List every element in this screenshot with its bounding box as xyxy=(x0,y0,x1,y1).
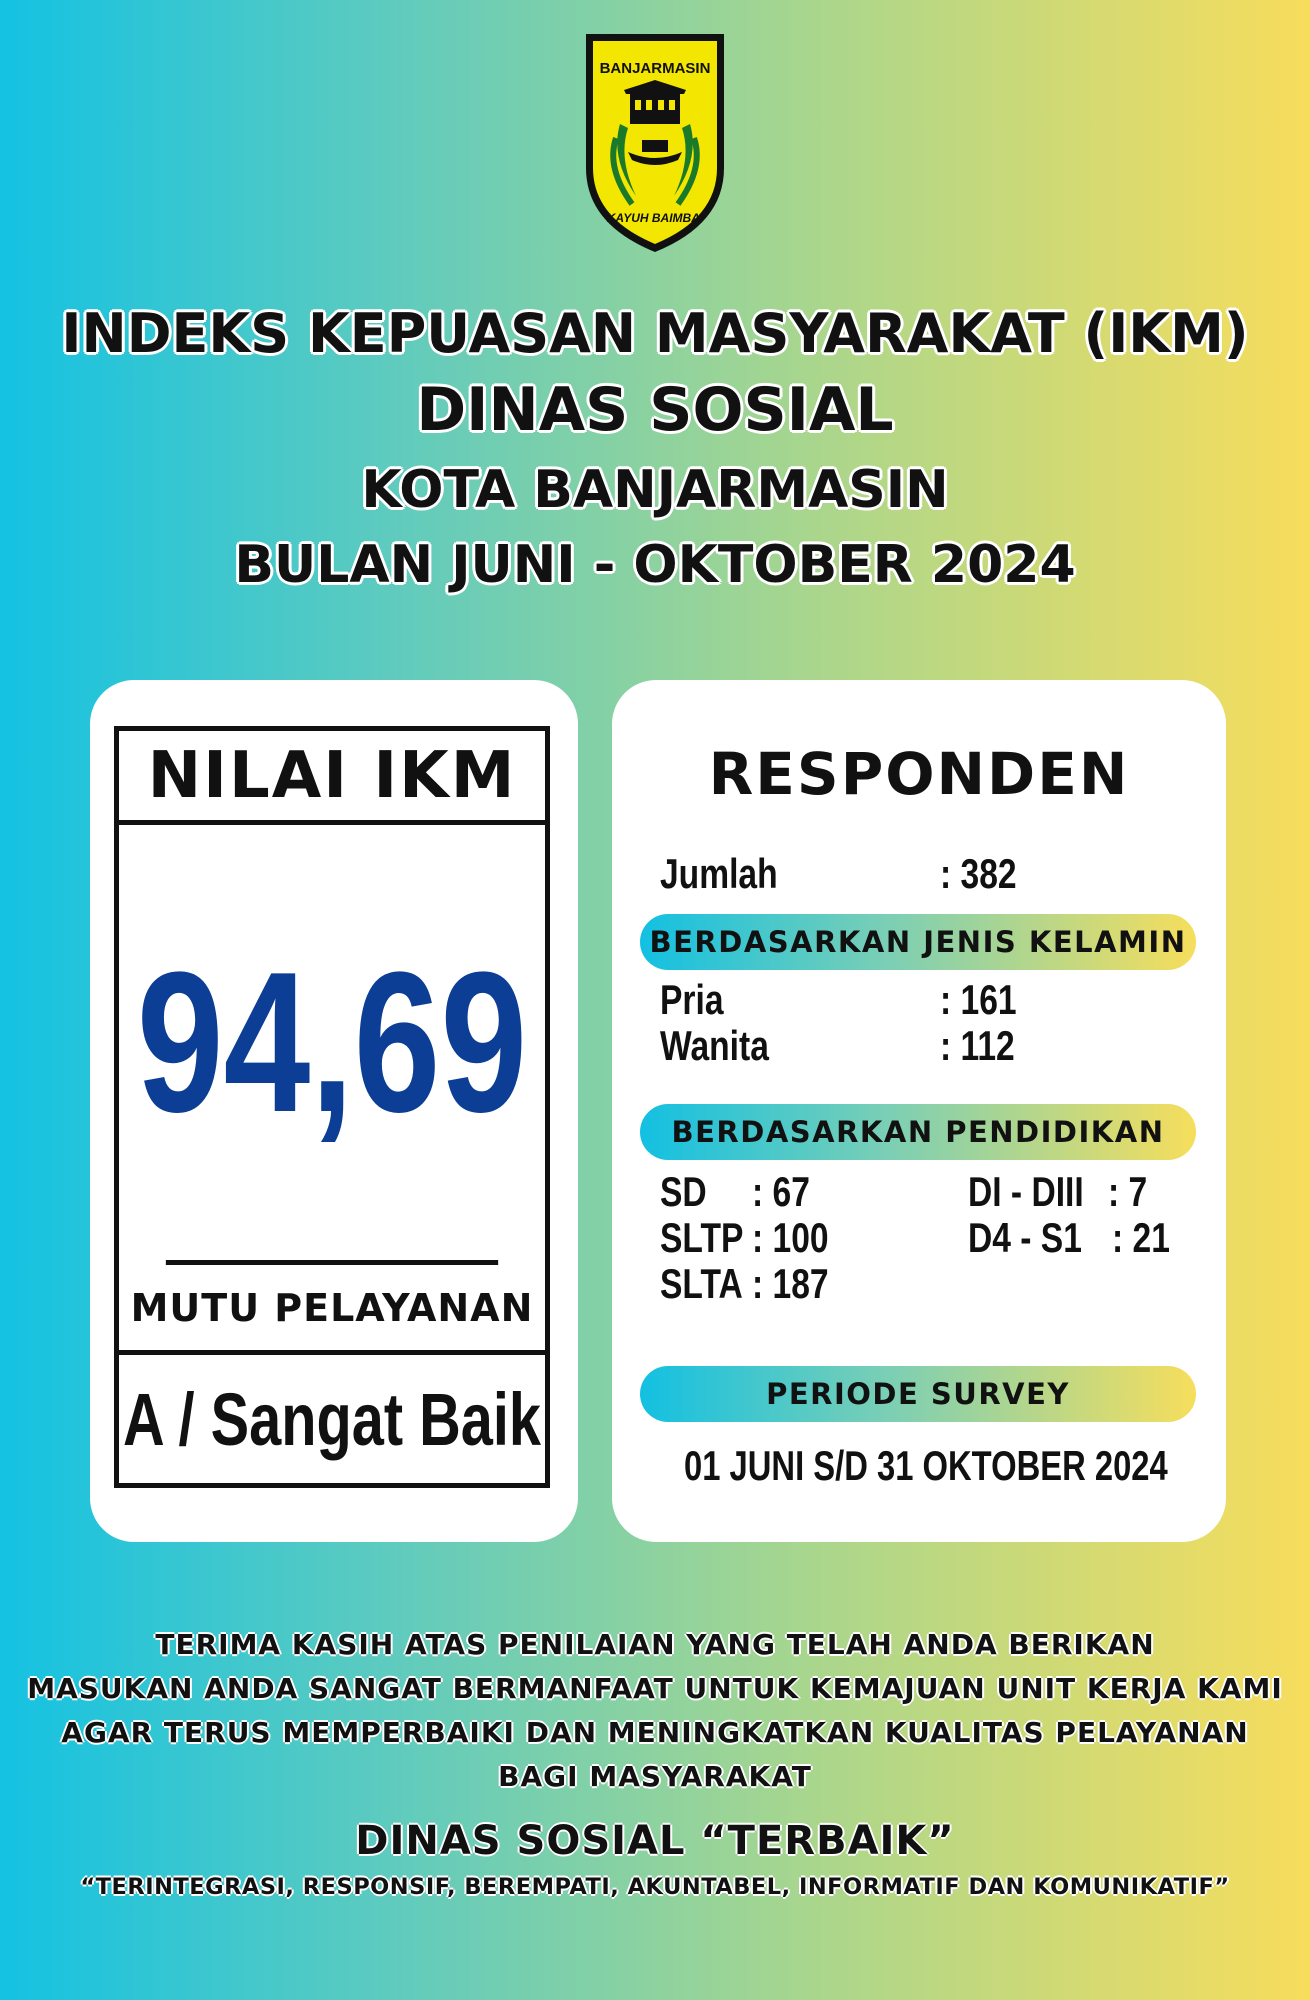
d4s1-value: : 21 xyxy=(1112,1214,1170,1261)
wanita-value: : 112 xyxy=(940,1022,1015,1069)
mutu-value-text: A / Sangat Baik xyxy=(122,1377,542,1461)
emblem-top-text: BANJARMASIN xyxy=(599,60,711,77)
emblem-bottom-text: KAYUH BAIMBAI xyxy=(606,211,704,225)
d4s1-label: D4 - S1 xyxy=(968,1214,1082,1261)
diii-label: DI - DIII xyxy=(968,1168,1084,1215)
title-line-2: DINAS SOSIAL xyxy=(416,375,894,445)
footer-line-1: TERIMA KASIH ATAS PENILAIAN YANG TELAH ANDA BERIKAN xyxy=(155,1628,1155,1661)
sltp-value: : 100 xyxy=(752,1214,829,1261)
periode-heading: PERIODE SURVEY xyxy=(640,1366,1196,1422)
slta-label: SLTA xyxy=(660,1260,743,1307)
ikm-card xyxy=(90,680,578,1542)
mutu-value xyxy=(119,1355,545,1483)
sd-value: : 67 xyxy=(752,1168,810,1215)
periode-value: 01 JUNI S/D 31 OKTOBER 2024 xyxy=(684,1442,1168,1489)
sltp-label: SLTP xyxy=(660,1214,744,1261)
ikm-heading: NILAI IKM xyxy=(119,731,545,825)
sd-label: SD xyxy=(660,1168,707,1215)
footer-line-3: AGAR TERUS MEMPERBAIKI DAN MENINGKATKAN KUALITAS PELAYANAN xyxy=(61,1716,1249,1749)
title-line-4: BULAN JUNI - OKTOBER 2024 xyxy=(234,535,1076,595)
gender-heading: BERDASARKAN JENIS KELAMIN xyxy=(640,914,1196,970)
title-line-3: KOTA BANJARMASIN xyxy=(361,460,949,520)
footer-motto-expansion: “TERINTEGRASI, RESPONSIF, BEREMPATI, AKUNTABEL, INFORMATIF DAN KOMUNIKATIF” xyxy=(80,1874,1230,1900)
pria-label: Pria xyxy=(660,976,724,1023)
footer-line-4: BAGI MASYARAKAT xyxy=(498,1760,812,1793)
education-heading: BERDASARKAN PENDIDIKAN xyxy=(640,1104,1196,1160)
diii-value: : 7 xyxy=(1108,1168,1148,1215)
ikm-value: 94,69 xyxy=(166,825,498,1265)
title-line-1: INDEKS KEPUASAN MASYARAKAT (IKM) xyxy=(61,302,1249,365)
pria-value: : 161 xyxy=(940,976,1017,1023)
banjarmasin-city-emblem xyxy=(580,28,730,258)
responden-card xyxy=(612,680,1226,1542)
footer-motto: DINAS SOSIAL “TERBAIK” xyxy=(355,1818,955,1864)
responden-heading: RESPONDEN xyxy=(708,740,1130,808)
mutu-label: MUTU PELAYANAN xyxy=(119,1265,545,1355)
slta-value: : 187 xyxy=(752,1260,829,1307)
ikm-table xyxy=(114,726,550,1488)
jumlah-label: Jumlah xyxy=(660,850,778,897)
footer-line-2: MASUKAN ANDA SANGAT BERMANFAAT UNTUK KEMAJUAN UNIT KERJA KAMI xyxy=(27,1672,1283,1705)
wanita-label: Wanita xyxy=(660,1022,769,1069)
jumlah-value: : 382 xyxy=(940,850,1017,897)
